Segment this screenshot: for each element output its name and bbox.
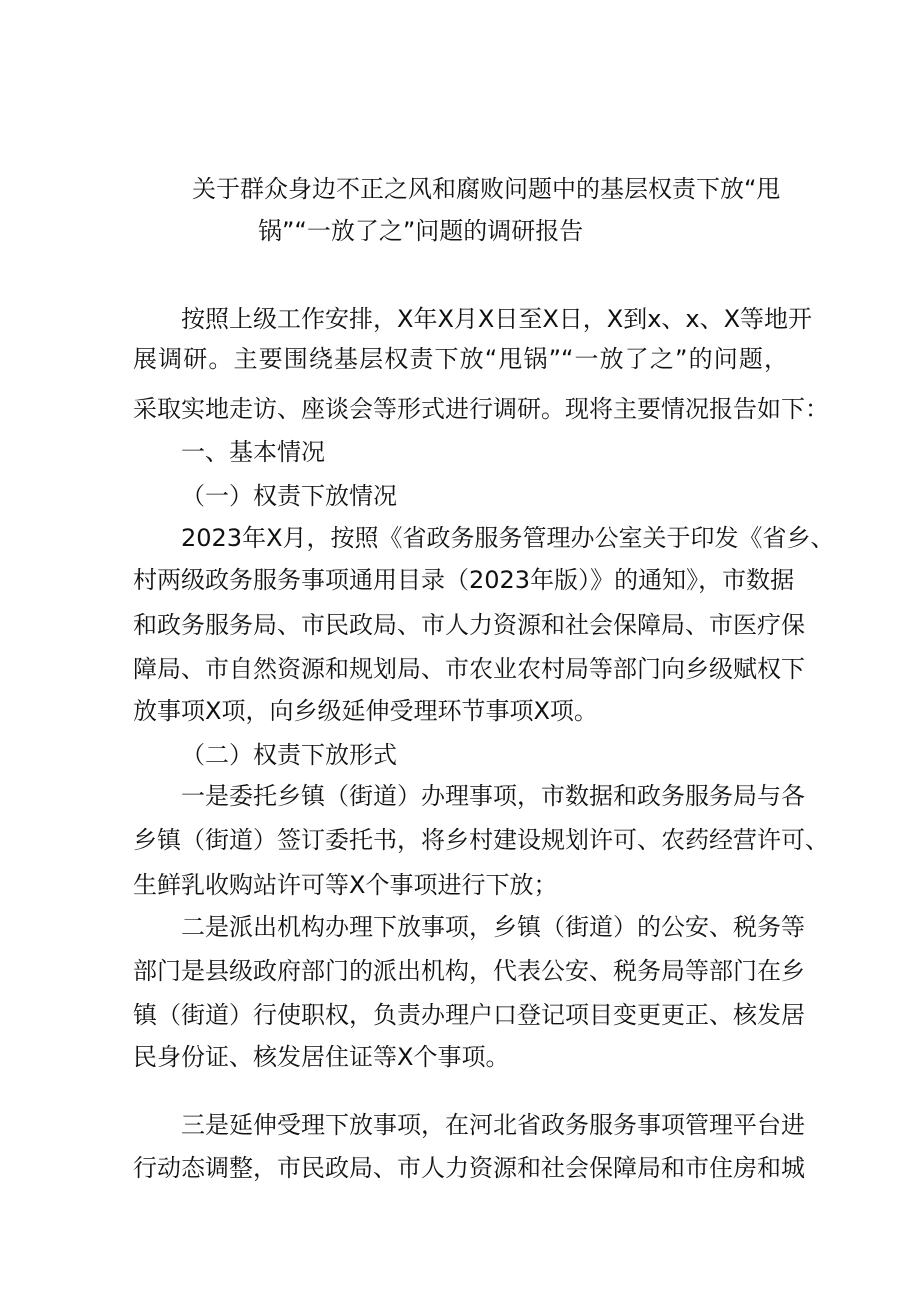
form2-line-2: 部门是县级政府部门的派出机构，代表公安、税务局等部门在乡 — [133, 957, 805, 985]
subsection-heading-2: （二）权责下放形式 — [181, 741, 397, 769]
intro-line-2: 展调研。主要围绕基层权责下放“甩锅”“一放了之”的问题， — [133, 345, 788, 373]
sub1-paragraph-line-2: 村两级政务服务事项通用目录（2023年版）》的通知》，市数据 — [133, 566, 795, 594]
form2-line-4: 民身份证、核发居住证等X个事项。 — [133, 1043, 510, 1071]
sub1-paragraph-line-1: 2023年X月，按照《省政务服务管理办公室关于印发《省乡、 — [181, 524, 835, 552]
form1-line-1: 一是委托乡镇（街道）办理事项，市数据和政务服务局与各 — [181, 782, 805, 810]
document-title-line-2: 锅”“一放了之”问题的调研报告 — [258, 217, 584, 245]
form3-line-1: 三是延伸受理下放事项，在河北省政务服务事项管理平台进 — [181, 1111, 805, 1139]
form2-line-3: 镇（街道）行使职权，负责办理户口登记项目变更更正、核发居 — [133, 1001, 805, 1029]
form1-line-2: 乡镇（街道）签订委托书，将乡村建设规划许可、农药经营许可、 — [133, 826, 829, 854]
form3-line-2: 行动态调整，市民政局、市人力资源和社会保障局和市住房和城 — [133, 1154, 805, 1182]
sub1-paragraph-line-5: 放事项X项，向乡级延伸受理环节事项X项。 — [133, 697, 598, 725]
subsection-heading-1: （一）权责下放情况 — [181, 482, 397, 510]
intro-line-1: 按照上级工作安排，X年X月X日至X日，X到x、x、X等地开 — [181, 305, 813, 333]
section-heading-basic: 一、基本情况 — [181, 438, 325, 466]
form1-line-3: 生鲜乳收购站许可等X个事项进行下放； — [133, 871, 558, 899]
sub1-paragraph-line-3: 和政务服务局、市民政局、市人力资源和社会保障局、市医疗保 — [133, 611, 805, 639]
document-title-line-1: 关于群众身边不正之风和腐败问题中的基层权责下放“甩 — [192, 175, 781, 203]
sub1-paragraph-line-4: 障局、市自然资源和规划局、市农业农村局等部门向乡级赋权下 — [133, 655, 805, 683]
intro-line-3: 采取实地走访、座谈会等形式进行调研。现将主要情况报告如下： — [133, 395, 829, 423]
form2-line-1: 二是派出机构办理下放事项，乡镇（街道）的公安、税务等 — [181, 913, 805, 941]
